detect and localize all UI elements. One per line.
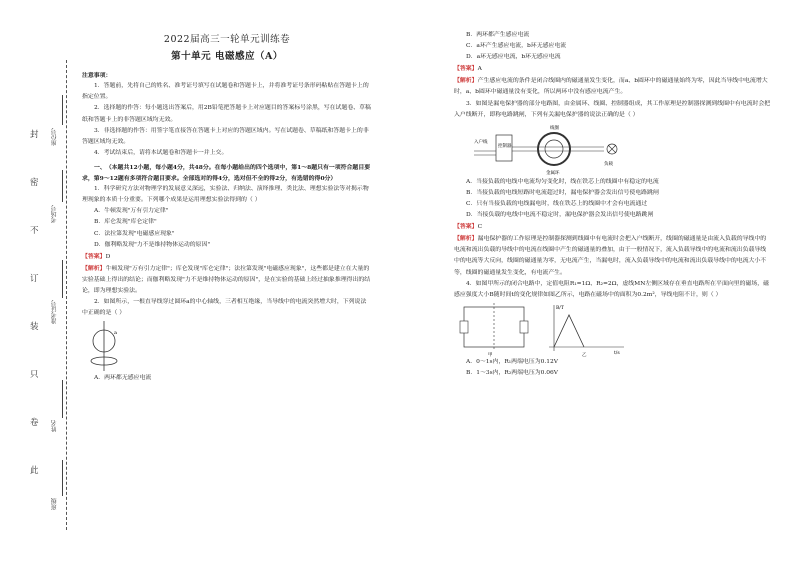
exam-id-label: 准考证号 xyxy=(51,300,58,324)
q3-label-controller: 控制器 xyxy=(498,143,512,149)
notice-item: 2．选择题的作答：每小题选出答案后，用2B铅笔把答题卡上对应题目的答案标号涂黑，写在试题卷、草稿纸和答题卡上的非答题区域均无效。 xyxy=(82,105,371,123)
analysis-tag: 【解析】 xyxy=(454,77,478,85)
q4-axis-b: B/T xyxy=(556,305,564,311)
binding-char: 订 xyxy=(30,274,39,284)
q3-label-input-line: 入户线 xyxy=(474,139,488,145)
q2-fig-label-a: a xyxy=(114,330,117,337)
room-underline xyxy=(62,170,64,202)
q4-axis-t: t/s xyxy=(614,350,620,356)
answer-value: D xyxy=(105,253,111,260)
q2-analysis xyxy=(454,75,772,98)
q4-label-yi: 乙 xyxy=(582,352,587,357)
binding-char: 卷 xyxy=(30,418,39,428)
q4-label-jia: 甲 xyxy=(488,352,493,357)
q2-answer xyxy=(454,63,772,75)
question-1-stem: 1．科学研究方法对物理学的发展意义深远，实验法、归纳法、演绎推理、类比法、理想实验法等对揭示物理现象的本质十分重要。下列哪个成果是运用理想实验法得到的（ ） xyxy=(82,186,369,204)
binding-char: 密 xyxy=(30,178,39,188)
q2-option-b: B．两环都产生感应电流 xyxy=(466,32,530,38)
right-column xyxy=(454,30,772,379)
paper-title: 2022届高三一轮单元训练卷 xyxy=(163,34,291,45)
q2-option-a: A．两环都无感应电流 xyxy=(94,375,152,382)
answer-value: C xyxy=(477,224,483,231)
q1-analysis xyxy=(82,263,372,297)
exam-id-underline xyxy=(62,260,64,298)
paper-subtitle: 第十单元 电磁感应（A） xyxy=(171,51,283,63)
question-2-stem: 2．如图所示，一根直导线穿过圆环a的中心轴线，三者相互绝缘，当导线中的电流突然增大时，下列说法中正确的是（ ） xyxy=(82,299,367,317)
q4-circuit-and-graph-figure xyxy=(454,301,772,357)
name-label: 姓名 xyxy=(51,420,58,432)
notice-item: 1．答题前，先将自己的姓名、准考证号填写在试题卷和答题卡上，并将准考证号条形码粘贴在答题卡上的指定位置。 xyxy=(82,83,369,101)
q1-option-c: C．法拉第发现"电磁感应现象" xyxy=(94,230,175,237)
section-one-instructions: 一、（本题共12小题，每小题4分，共48分。在每小题给出的四个选项中，第1～8题只有一项符合题目要求，第9～12题有多项符合题目要求。全部选对的得4分，选对但不全的得2分，有选错的得0分） xyxy=(82,163,371,183)
analysis-text: 漏电保护器的工作原理是控制器探测到线圈中有电流时会把入户线断开，线圈的磁通量是由流入负载的导线中的电流和流出负载的导线中的电流在线圈中产生的磁通量的叠加，由于一般情况下，流入负载导线中的电流和流出负载导线中的电流等大反向，线圈的磁通量为零，无电流产生，当漏电时，流入负载导线中的电流和流出负载导线中的电流大小不等，线圈的磁通量发生变化，有电流产生。 xyxy=(454,236,767,276)
question-3-stem: 3．如图是漏电保护器的部分电路图，由金属环、线圈、控制器组成，其工作原理是控制器探测到线圈中有电流时会把入户线断开，即称电路跳闸，下列有关漏电保护器的说法正确的是（ ） xyxy=(454,100,771,118)
seat-underline xyxy=(62,95,64,125)
room-label: 考场号 xyxy=(51,205,58,223)
q3-answer xyxy=(454,221,772,233)
q2-ring-figure xyxy=(82,319,142,373)
name-underline xyxy=(62,380,64,418)
q3-label-coil: 线圈 xyxy=(550,125,559,131)
answer-tag: 【答案】 xyxy=(454,223,478,231)
q3-option-b: B．当接负载的电线短路时电流超过时，漏电保护器会发出信号使电路跳闸 xyxy=(466,189,659,196)
q3-analysis xyxy=(454,233,772,278)
q3-option-d: D．当接负载的电线中电流不稳定时，漏电保护器会发出信号使电路跳闸 xyxy=(466,212,654,219)
q3-leakage-protector-figure xyxy=(454,121,772,177)
question-4-stem: 4．如图甲所示的闭合电路中，定值电阻R₁=1Ω、R₂=2Ω，虚线MN左侧区域存在垂直电路所在平面向里的磁场，磁感应强度大小B随时间t的变化规律如图乙所示，电路在磁场中的面积为0.2m²，导线电阻不计，则（ ） xyxy=(454,280,770,298)
q3-label-load: 负载 xyxy=(604,161,613,167)
analysis-text: 产生感应电流的条件是闭合线圈内的磁通量发生变化，而a、b圆环中的磁通量始终为零，因此当导线中电流增大时，a、b圆环中磁通量没有变化，所以两环中没有感应电流产生。 xyxy=(454,78,768,96)
analysis-text: 牛顿发现"万有引力定律"；库仑发现"库仑定律"；法拉第发现"电磁感应现象"，这些都是建立在大量的实验基础上得出的结论；而伽利略发现"力不是维持物体运动的原因"，是在实验的基础上经过抽象推理得出的结论，即为理想实验法。 xyxy=(82,265,371,294)
seat-label: 座位号 xyxy=(51,128,58,146)
binding-char: 此 xyxy=(30,466,39,476)
notice-heading: 注意事项： xyxy=(82,72,112,80)
binding-char: 只 xyxy=(30,370,39,380)
notice-item: 3．非选择题的作答：用签字笔直接答在答题卡上对应的答题区域内。写在试题卷、草稿纸和答题卡上的非答题区域均无效。 xyxy=(82,127,369,145)
class-label: 班级 xyxy=(51,498,58,510)
q4-option-a: A．0～1s内，R₁两端电压为0.12V xyxy=(466,358,558,365)
q4-option-b: B．1～3s内，R₂两端电压为0.06V xyxy=(466,369,559,376)
q2-option-d: D．a环无感应电流，b环无感应电流 xyxy=(466,54,561,61)
q3-label-metal-ring: 金属环 xyxy=(546,170,560,176)
q1-option-b: B．库仑发现"库仑定律" xyxy=(94,219,157,226)
left-column xyxy=(82,34,372,384)
answer-tag: 【答案】 xyxy=(454,65,478,73)
q3-option-c: C．只有当接负载的电线漏电时，线在铁芯上的线圈中才会有电流通过 xyxy=(466,200,648,207)
answer-value: A xyxy=(477,66,482,73)
class-underline xyxy=(62,460,64,496)
q1-option-a: A．牛顿发现"万有引力定律" xyxy=(94,208,169,215)
analysis-tag: 【解析】 xyxy=(454,235,478,243)
analysis-tag: 【解析】 xyxy=(82,264,106,272)
q3-option-a: A．当接负载的电线中电流均匀变化时，线在铁芯上的线圈中有稳定的电流 xyxy=(466,178,659,185)
notice-item: 4．考试结束后，请将本试题卷和答题卡一并上交。 xyxy=(94,149,228,156)
binding-char: 不 xyxy=(30,226,39,236)
binding-dashed-line xyxy=(66,60,67,530)
q1-answer xyxy=(82,251,372,263)
answer-tag: 【答案】 xyxy=(82,252,106,260)
q2-option-c: C．a环产生感应电流，b环无感应电流 xyxy=(466,43,567,50)
binding-char: 装 xyxy=(30,322,39,332)
q1-option-d: D．伽利略发现"力不是维持物体运动的原因" xyxy=(94,241,211,248)
binding-char: 封 xyxy=(30,130,39,140)
